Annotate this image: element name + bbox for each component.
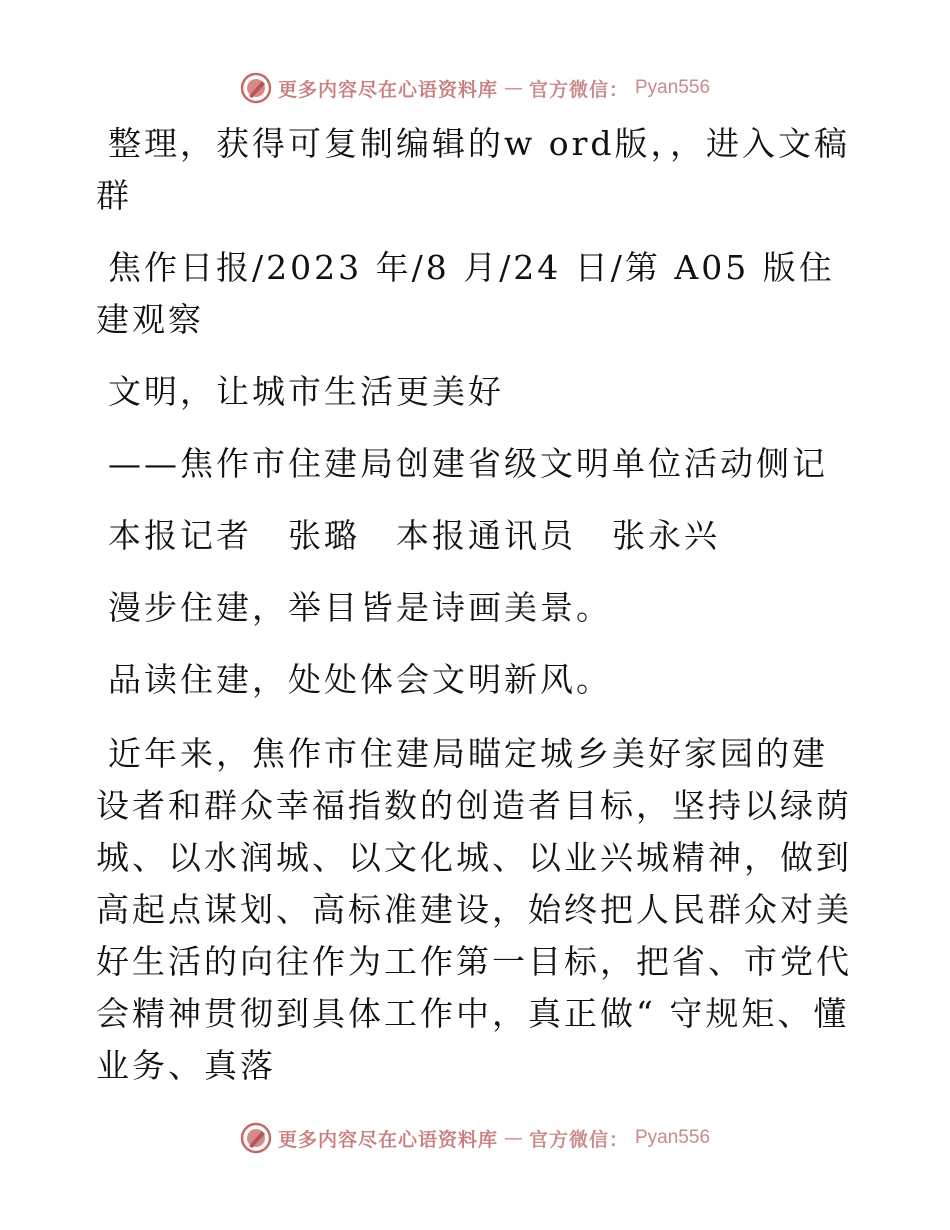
footer-watermark bbox=[0, 1122, 950, 1154]
article-title: 文明，让城市生活更美好 bbox=[108, 372, 504, 411]
paragraph-body: 近年来，焦作市住建局瞄定城乡美好家园的建设者和群众幸福指数的创造者目标，坚持以绿荫城、以水润城、以文化城、以业兴城精神，做到高起点谋划、高标准建设，始终把人民群众对美好生活的向往作为工作第一目标，把省、市党代会精神贯彻到具体工作中，真正做“ 守规矩、懂业务、真落 bbox=[96, 734, 852, 1085]
article-subtitle: ——焦作市住建局创建省级文明单位活动侧记 bbox=[108, 444, 828, 483]
watermark-separator: — bbox=[503, 77, 523, 99]
watermark-brand-text: 官方微信： bbox=[528, 1128, 629, 1151]
paragraph-source: 焦作日报/2023 年/8 月/24 日/第 A05 版住建观察 bbox=[96, 248, 835, 339]
document-body bbox=[96, 118, 856, 1092]
pen-seal-icon bbox=[240, 1122, 272, 1154]
header-watermark bbox=[0, 72, 950, 104]
article-byline: 本报记者 张璐 本报通讯员 张永兴 bbox=[108, 516, 720, 555]
watermark-main-text: 更多内容尽在心语资料库 bbox=[277, 1128, 498, 1151]
watermark-separator: — bbox=[503, 1127, 523, 1149]
watermark-id-text: Pyan556 bbox=[635, 77, 711, 98]
paragraph-note: 整理，获得可复制编辑的w ord版，，进入文稿群 bbox=[96, 124, 851, 215]
pen-seal-icon bbox=[240, 72, 272, 104]
watermark-main-text: 更多内容尽在心语资料库 bbox=[277, 78, 498, 101]
paragraph-intro-2: 品读住建，处处体会文明新风。 bbox=[108, 660, 612, 699]
paragraph-intro-1: 漫步住建，举目皆是诗画美景。 bbox=[108, 588, 612, 627]
watermark-brand-text: 官方微信： bbox=[528, 78, 629, 101]
watermark-id-text: Pyan556 bbox=[635, 1127, 711, 1148]
